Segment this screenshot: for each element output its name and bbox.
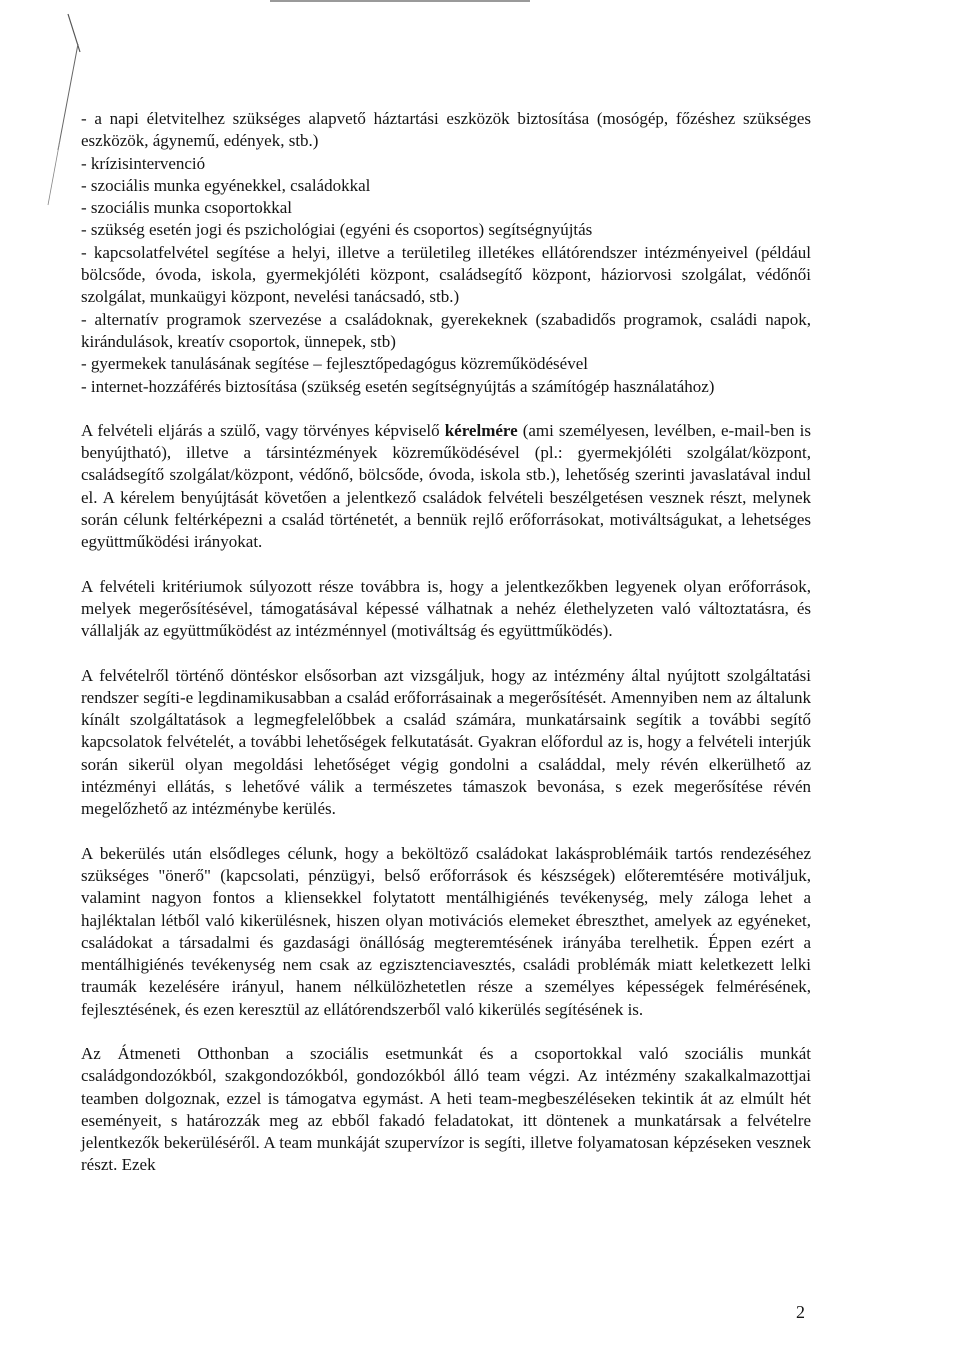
list-item: - szociális munka csoportokkal xyxy=(81,198,293,218)
admission-criteria-paragraph: A felvételi kritériumok súlyozott része továbbra is, hogy a jelentkezőkben legyenek olyan erőforrások, melyek megerősítésével, támogatásával képessé válhatnak a nehéz élethelyzeten való változtatásra, és vállalják az együttműködést az intézménnyel (motiváltság és együttműködés). xyxy=(81,576,811,641)
list-item: - internet-hozzáférés biztosítása (szükség esetén segítségnyújtás a számítógép használatához) xyxy=(81,376,715,396)
list-item: - gyermekek tanulásának segítése – fejlesztőpedagógus közreműködésével xyxy=(81,354,588,374)
list-item: - kapcsolatfelvétel segítése a helyi, illetve a területileg illetékes ellátórendszer intézményeivel (például bölcsőde, óvoda, iskola, gyermekjóléti központ, családsegítő központ, háziorvosi szolgálat, védőnői szolgálat, munkaügyi központ, nevelési tanácsadó, stb.) xyxy=(81,242,811,307)
admission-procedure-paragraph xyxy=(81,420,811,554)
list-item: - szükség esetén jogi és pszichológiai (egyéni és csoportos) segítségnyújtás xyxy=(81,220,593,240)
team-paragraph: Az Átmeneti Otthonban a szociális esetmunkát és a csoportokkal való szociális munkát családgondozókból, szakgondozókból, gondozókból álló team végzi. Az intézmény szakalkalmazottjai teamben dolgoznak, ezzel is támogatva egymást. A heti team-megbeszéléseken tekintik át az elmúlt hét eseményeit, s határozzák meg az ebből fakadó feladatokat, itt döntenek a munkatársak a felvételre jelentkezők bekerüléséről. A team munkáját szupervízor is segíti, illetve folyamatosan képzéseken vesznek részt. Ezek xyxy=(81,1043,811,1175)
list-item: - a napi életvitelhez szükséges alapvető háztartási eszközök biztosítása (mosógép, főzéshez szükséges eszközök, ágynemű, edények, stb.) xyxy=(81,109,811,151)
scan-top-rule xyxy=(270,0,530,2)
list-item: - krízisintervenció xyxy=(81,153,206,173)
service-list xyxy=(81,108,811,398)
goals-paragraph: A bekerülés után elsődleges célunk, hogy a beköltöző családokat lakásproblémáik tartós rendezéséhez szükséges "önerő" (kapcsolati, pénzügyi, belső erőforrások és készségek) előteremtésére motiváljuk, valamint nagyon fontos a kliensekkel folytatott mentálhigiénés tevékenység, mely záloga lehet a hajléktalan létből való kikerülésnek, hiszen olyan motivációs elemeket ébreszthet, amelyek az egyéneket, családokat a társadalmi és gazdasági önállóság megteremtésének irányába terelhetik. Éppen ezért a mentálhigiénés tevékenység nem csak az egzisztenciavesztés, családi problémák miatt keletkezett lelki traumák kezelésére irányul, hanem nélkülözhetetlen része a személyes képességek felmérésének, fejlesztésének, és ezen keresztül az ellátórendszerből való kikerülés segítésének is. xyxy=(81,843,811,1019)
page-number: 2 xyxy=(796,1302,805,1322)
document-body xyxy=(81,108,811,1177)
list-item: - alternatív programok szervezése a családoknak, gyerekeknek (szabadidős programok, családi napok, kirándulások, kreatív csoportok, ünnepek, stb) xyxy=(81,309,811,351)
admission-decision-paragraph: A felvételről történő döntéskor elsősorban azt vizsgáljuk, hogy az intézmény által nyújtott szolgáltatási rendszer segíti-e legdinamikusabban a család erőforrásainak a megerősítését. Amennyiben nem az általunk kínált szolgáltatások a legmegfelelőbbek a család számára, munkatársaink segítik a további segítő kapcsolatok felvételét, a további lehetőségek felkutatását. Gyakran előfordul az is, hogy a felvételi interjúk során sikerül olyan megoldási lehetőséget végig gondolni a családdal, mely révén elkerülhető az intézményi ellátás, s lehetővé válik a természetes támaszok bevonása, s ezek megerősítése révén megelőzhető az intézménybe kerülés. xyxy=(81,665,811,819)
margin-pen-marks xyxy=(0,0,90,240)
list-item: - szociális munka egyénekkel, családokkal xyxy=(81,175,371,195)
emphasized-term: kérelmére xyxy=(444,420,518,440)
paragraph-text: (ami személyesen, levélben, e-mail-ben is benyújtható), illetve a társintézmények közreműködésével (pl.: gyermekjóléti szolgálat/központ, családsegítő szolgálat/központ, védőnő, bölcsőde, óvoda, iskola stb.), lehetőség szerinti javaslatával indul el. A kérelem benyújtását követően a jelentkező családok felvételi beszélgetésen vesznek részt, melynek során célunk feltérképezni a család történetét, a bennük rejlő erőforrásokat, motiváltságukat, a lehetséges együttműködési irányokat. xyxy=(81,420,811,552)
paragraph-text: A felvételi eljárás a szülő, vagy törvényes képviselő xyxy=(81,420,445,440)
